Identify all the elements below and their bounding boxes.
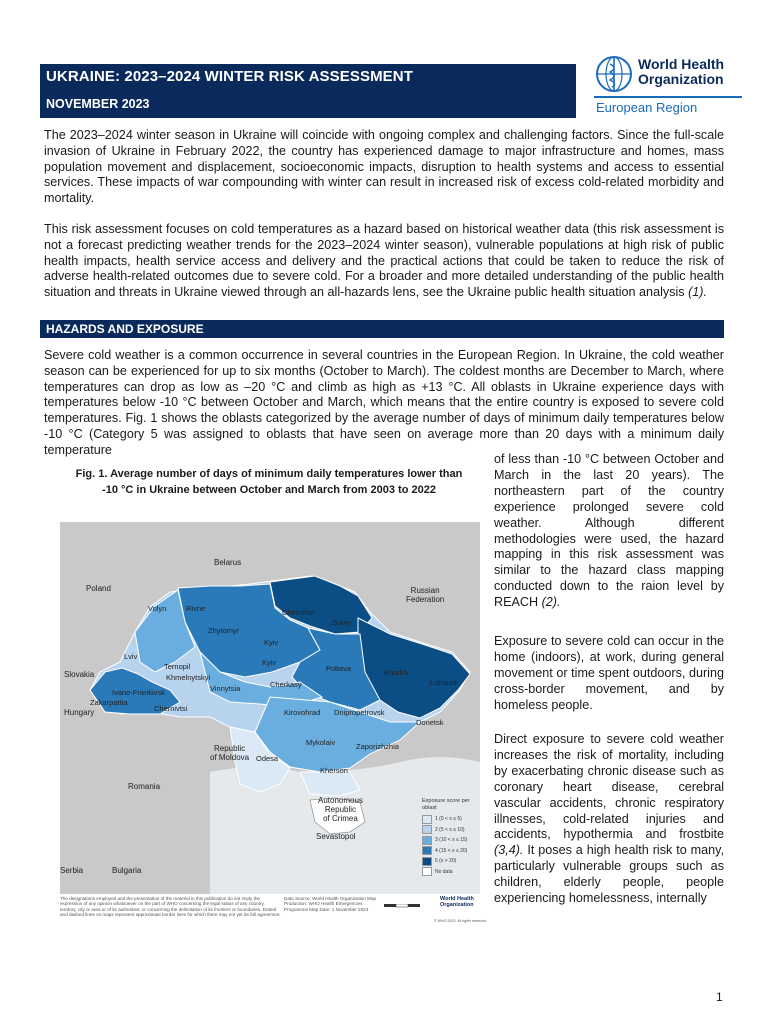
label-chernihiv: Chernihiv <box>282 608 314 617</box>
reference-3-4: (3,4). <box>494 843 524 858</box>
label-volyn: Volyn <box>148 604 167 613</box>
direct-exposure-text-end: It poses a high health risk to many, particularly vulnerable groups such as children, elderly people, people experiencing homelessness, internally <box>494 843 725 906</box>
label-russia-line1: Russian <box>410 586 440 595</box>
legend-label: 1 (0 < x ≤ 5) <box>435 816 462 823</box>
legend-swatch <box>422 836 432 845</box>
hazards-col-text: of less than -10 °C between October and March in the last 20 years). The northeastern part of the country experience prolonged severe cold weather. Although different methodologies were used, the hazard mapping in this risk assessment was similar to the hazard class mapping conducted down to the raion level by REACH <box>494 452 724 610</box>
who-logo <box>590 54 740 120</box>
page-number: 1 <box>716 990 723 1004</box>
intro-paragraph-1: The 2023–2024 winter season in Ukraine will coincide with ongoing complex and challenging factors. Since the full-scale invasion of Ukraine in February 2022, the country has experienced damage to major infrastructure and homes, mass population movement and displacement, socioeconomic impacts, disruption to health systems and access to essential services. These impacts of war compounding with winter can result in increased risk of excess cold-related morbidity and mortality. <box>44 128 724 206</box>
label-chernivtsi: Chernivtsi <box>154 704 188 713</box>
document-date: NOVEMBER 2023 <box>46 97 150 111</box>
label-dnipropetrovsk: Dnipropetrovsk <box>334 708 385 717</box>
label-kherson: Kherson <box>320 766 348 775</box>
header-bar <box>40 64 576 118</box>
label-crimea <box>318 796 363 823</box>
map-disclaimer: The designations employed and the presentation of the material in this publication do not imply the expression of any opinion whatsoever on the part of WHO concerning the legal status of any country, territory, city or area or of its authorities, or concerning the delimitation of its frontiers or boundaries. Dotted and dashed lines on maps represent approximate border lines for which there may not yet be full agreement. <box>60 896 281 918</box>
direct-exposure-paragraph <box>494 732 724 907</box>
who-divider <box>594 96 742 98</box>
hazards-paragraph-continued <box>494 452 724 611</box>
who-emblem-icon <box>594 54 634 94</box>
label-russia-line2: Federation <box>406 595 445 604</box>
document-title: UKRAINE: 2023–2024 WINTER RISK ASSESSMENT <box>46 68 413 85</box>
label-rivne: Rivne <box>186 604 206 613</box>
label-khmelnytskyi: Khmelnytskyi <box>166 673 211 682</box>
label-crimea-line2: Republic <box>324 805 357 814</box>
label-hungary: Hungary <box>64 708 95 717</box>
reference-1: (1). <box>688 285 707 300</box>
legend-label: 3 (10 < x ≤ 15) <box>435 837 468 844</box>
who-region: European Region <box>596 100 698 115</box>
label-zhytomyr: Zhytomyr <box>208 626 240 635</box>
legend-swatch <box>422 857 432 866</box>
label-poltava: Poltava <box>326 664 352 673</box>
label-poland: Poland <box>86 584 111 593</box>
label-cherkasy: Cherkasy <box>270 680 302 689</box>
label-belarus: Belarus <box>214 558 242 567</box>
label-serbia: Serbia <box>60 866 84 875</box>
label-russia <box>406 586 444 604</box>
section-heading: HAZARDS AND EXPOSURE <box>40 320 724 338</box>
label-zakarpattia: Zakarpattia <box>90 698 128 707</box>
legend-swatch <box>422 846 432 855</box>
map-copyright: © WHO 2023. All rights reserved. <box>434 919 487 923</box>
label-kirovohrad: Kirovohrad <box>284 708 321 717</box>
legend-item <box>422 846 484 857</box>
legend-item <box>422 856 484 867</box>
scale-bar <box>384 904 420 908</box>
map-data-source: Data Source: World Health Organization Map Production: WHO Health Emergencies Programme Map Date: 1 November 2023 <box>284 896 377 912</box>
legend-swatch <box>422 825 432 834</box>
exposure-paragraph: Exposure to severe cold can occur in the home (indoors), at work, during general movement or time spent outdoors, during cross-border movement, and by homeless people. <box>494 634 724 712</box>
label-slovakia: Slovakia <box>64 670 95 679</box>
label-sumy: Sumy <box>332 618 352 627</box>
label-kyiv-oblast: Kyiv <box>262 658 277 667</box>
legend-item <box>422 814 484 825</box>
label-vinnytsia: Vinnytsia <box>210 684 241 693</box>
label-kharkiv: Kharkiv <box>384 668 410 677</box>
label-sevastopol: Sevastopol <box>316 832 356 841</box>
who-name-line2: Organization <box>638 71 724 87</box>
label-luhansk: Luhansk <box>430 678 459 687</box>
legend-item <box>422 825 484 836</box>
label-kyiv-city: Kyiv <box>264 638 279 647</box>
legend-label: 5 (x > 20) <box>435 858 457 865</box>
label-ivano-frankivsk: Ivano-Frankivsk <box>112 688 165 697</box>
legend-label: 2 (5 < x ≤ 10) <box>435 826 465 833</box>
reference-2: (2). <box>541 595 561 610</box>
label-bulgaria: Bulgaria <box>112 866 142 875</box>
direct-exposure-text: Direct exposure to severe cold weather increases the risk of mortality, including by exacerbating chronic disease such as coronary heart disease, cerebral vascular accidents, chronic respiratory illnesses, cold-related injuries and accidents, hypothermia and frostbite <box>494 732 724 842</box>
label-moldova <box>210 744 249 762</box>
intro-paragraph-2-text: This risk assessment focuses on cold temperatures as a hazard based on historical weather data (this risk assessment is not a forecast predicting weather trends for the 2023–2024 winter season), vulnerable populations at high risk of public health impacts, health service access and delivery and the practical actions that could be taken to reduce the risk of adverse health-related outcomes due to severe cold. For a broader and more detailed understanding of the public health situation and threats in Ukraine viewed through an all-hazards lens, see the Ukraine public health situation analysis <box>44 222 724 300</box>
label-donetsk: Donetsk <box>416 718 444 727</box>
label-crimea-line1: Autonomous <box>318 796 363 805</box>
figure-caption-line2: -10 °C in Ukraine between October and March from 2003 to 2022 <box>102 484 436 496</box>
who-mini-line2: Organization <box>440 902 474 908</box>
legend-title: Exposure score per oblast <box>422 798 470 811</box>
label-moldova-line2: of Moldova <box>210 753 250 762</box>
who-mini-line1: World Health <box>440 896 474 902</box>
figure-caption <box>60 466 478 498</box>
who-name <box>638 57 724 87</box>
who-name-line1: World Health <box>638 56 725 72</box>
label-odesa: Odesa <box>256 754 279 763</box>
map-legend <box>422 798 484 877</box>
legend-rows <box>422 814 484 877</box>
legend-item <box>422 867 484 878</box>
legend-swatch <box>422 867 432 876</box>
label-lviv: Lviv <box>124 652 138 661</box>
label-romania: Romania <box>128 782 161 791</box>
legend-label: 4 (15 < x ≤ 20) <box>435 847 468 854</box>
label-crimea-line3: of Crimea <box>323 814 358 823</box>
figure-caption-line1: Fig. 1. Average number of days of minimum daily temperatures lower than <box>75 468 463 480</box>
ukraine-exposure-map <box>60 522 480 894</box>
who-mini-logo <box>428 896 484 908</box>
label-mykolaiv: Mykolaiv <box>306 738 336 747</box>
kherson-region <box>300 772 360 796</box>
label-ternopil: Ternopil <box>164 662 191 671</box>
intro-paragraph-2 <box>44 222 724 301</box>
hazards-paragraph: Severe cold weather is a common occurrence in several countries in the European Region. In Ukraine, the cold weather season can be experienced for up to six months (October to March). The coldest months are December to March, where temperatures can drop as low as –20 °C and climb as high as +13 °C. All oblasts in Ukraine experience days with temperatures below -10 °C between October and March, which means that the entire country is exposed to severe cold temperatures. Fig. 1 shows the oblasts categorized by the average number of days of minimum daily temperatures below -10 °C (Category 5 was assigned to oblasts that have seen on average more than 20 days with a minimum daily temperature <box>44 348 724 457</box>
legend-swatch <box>422 815 432 824</box>
legend-label: No data <box>435 868 453 875</box>
label-moldova-line1: Republic <box>214 744 246 753</box>
legend-item <box>422 835 484 846</box>
label-zaporizhzhia: Zaporizhzhia <box>356 742 399 751</box>
map-graphic <box>60 522 480 894</box>
